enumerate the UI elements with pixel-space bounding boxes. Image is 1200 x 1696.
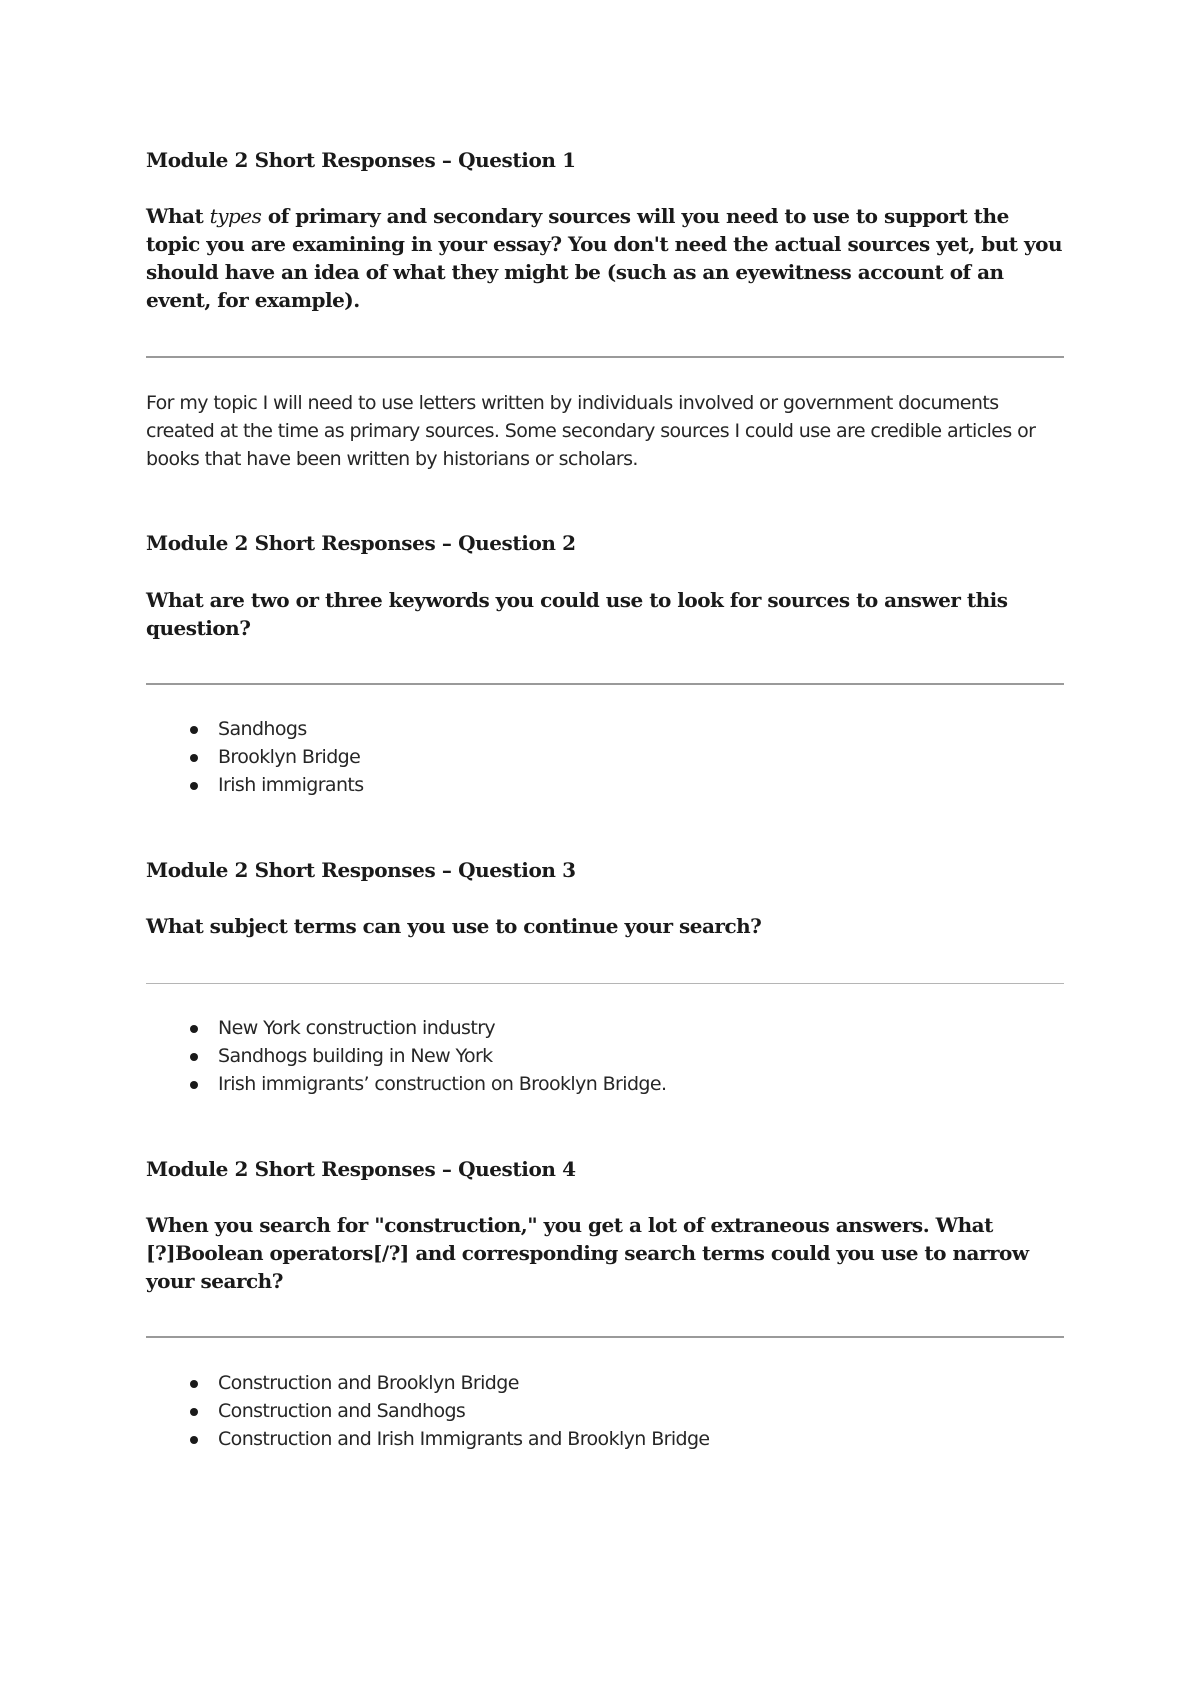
question-3-heading: Module 2 Short Responses – Question 3: [146, 858, 576, 882]
answer-divider-1: [146, 356, 1064, 358]
list-item-text: Brooklyn Bridge: [218, 746, 361, 768]
bullet-icon: [190, 754, 198, 762]
list-item-text: Sandhogs: [218, 718, 307, 740]
list-item: [146, 1042, 666, 1070]
bullet-icon: [190, 726, 198, 734]
question-1-prompt: [146, 202, 1066, 314]
list-item-text: Construction and Brooklyn Bridge: [218, 1372, 519, 1394]
question-4-heading: Module 2 Short Responses – Question 4: [146, 1157, 576, 1181]
question-1-prompt-end: of primary and secondary sources will you need to use to support the topic you are examining in your essay? You don't need the actual sources yet, but you should have an idea of what they might be (such as an eyewitness account of an event, for example).: [146, 204, 1063, 312]
answer-divider-3: [146, 983, 1064, 984]
bullet-icon: [190, 782, 198, 790]
question-4-prompt: When you search for "construction," you get a lot of extraneous answers. What [?]Boolean operators[/?] and corresponding search terms could you use to narrow your search?: [146, 1213, 1029, 1293]
list-item: [146, 1014, 666, 1042]
bullet-icon: [190, 1025, 198, 1033]
list-item-text: Construction and Irish Immigrants and Brooklyn Bridge: [218, 1428, 710, 1450]
list-item-text: Construction and Sandhogs: [218, 1400, 466, 1422]
question-1-prompt-start: What: [146, 204, 210, 228]
list-item: [146, 771, 364, 799]
list-item-text: Irish immigrants’ construction on Brooklyn Bridge.: [218, 1073, 667, 1095]
question-2-heading: Module 2 Short Responses – Question 2: [146, 531, 576, 555]
question-1-prompt-italic: types: [209, 204, 262, 228]
bullet-icon: [190, 1380, 198, 1388]
list-item: [146, 743, 364, 771]
question-1-answer: For my topic I will need to use letters written by individuals involved or government documents created at the time as primary sources. Some secondary sources I could use are credible articles or books that have been written by historians or scholars.: [146, 392, 1036, 470]
list-item-text: Irish immigrants: [218, 774, 364, 796]
list-item: [146, 715, 364, 743]
list-item-text: New York construction industry: [218, 1017, 496, 1039]
answer-divider-2: [146, 683, 1064, 685]
bullet-icon: [190, 1436, 198, 1444]
bullet-icon: [190, 1408, 198, 1416]
list-item: [146, 1369, 710, 1397]
bullet-icon: [190, 1081, 198, 1089]
question-3-prompt: What subject terms can you use to continue your search?: [146, 914, 762, 938]
question-2-keyword-list: [146, 715, 364, 799]
question-4-boolean-search-list: [146, 1369, 710, 1453]
list-item: [146, 1397, 710, 1425]
answer-divider-4: [146, 1336, 1064, 1338]
list-item: [146, 1425, 710, 1453]
list-item-text: Sandhogs building in New York: [218, 1045, 493, 1067]
bullet-icon: [190, 1053, 198, 1061]
question-2-prompt: What are two or three keywords you could use to look for sources to answer this question?: [146, 588, 1008, 640]
question-1-heading: Module 2 Short Responses – Question 1: [146, 148, 576, 172]
list-item: [146, 1070, 666, 1098]
question-3-subject-term-list: [146, 1014, 666, 1098]
